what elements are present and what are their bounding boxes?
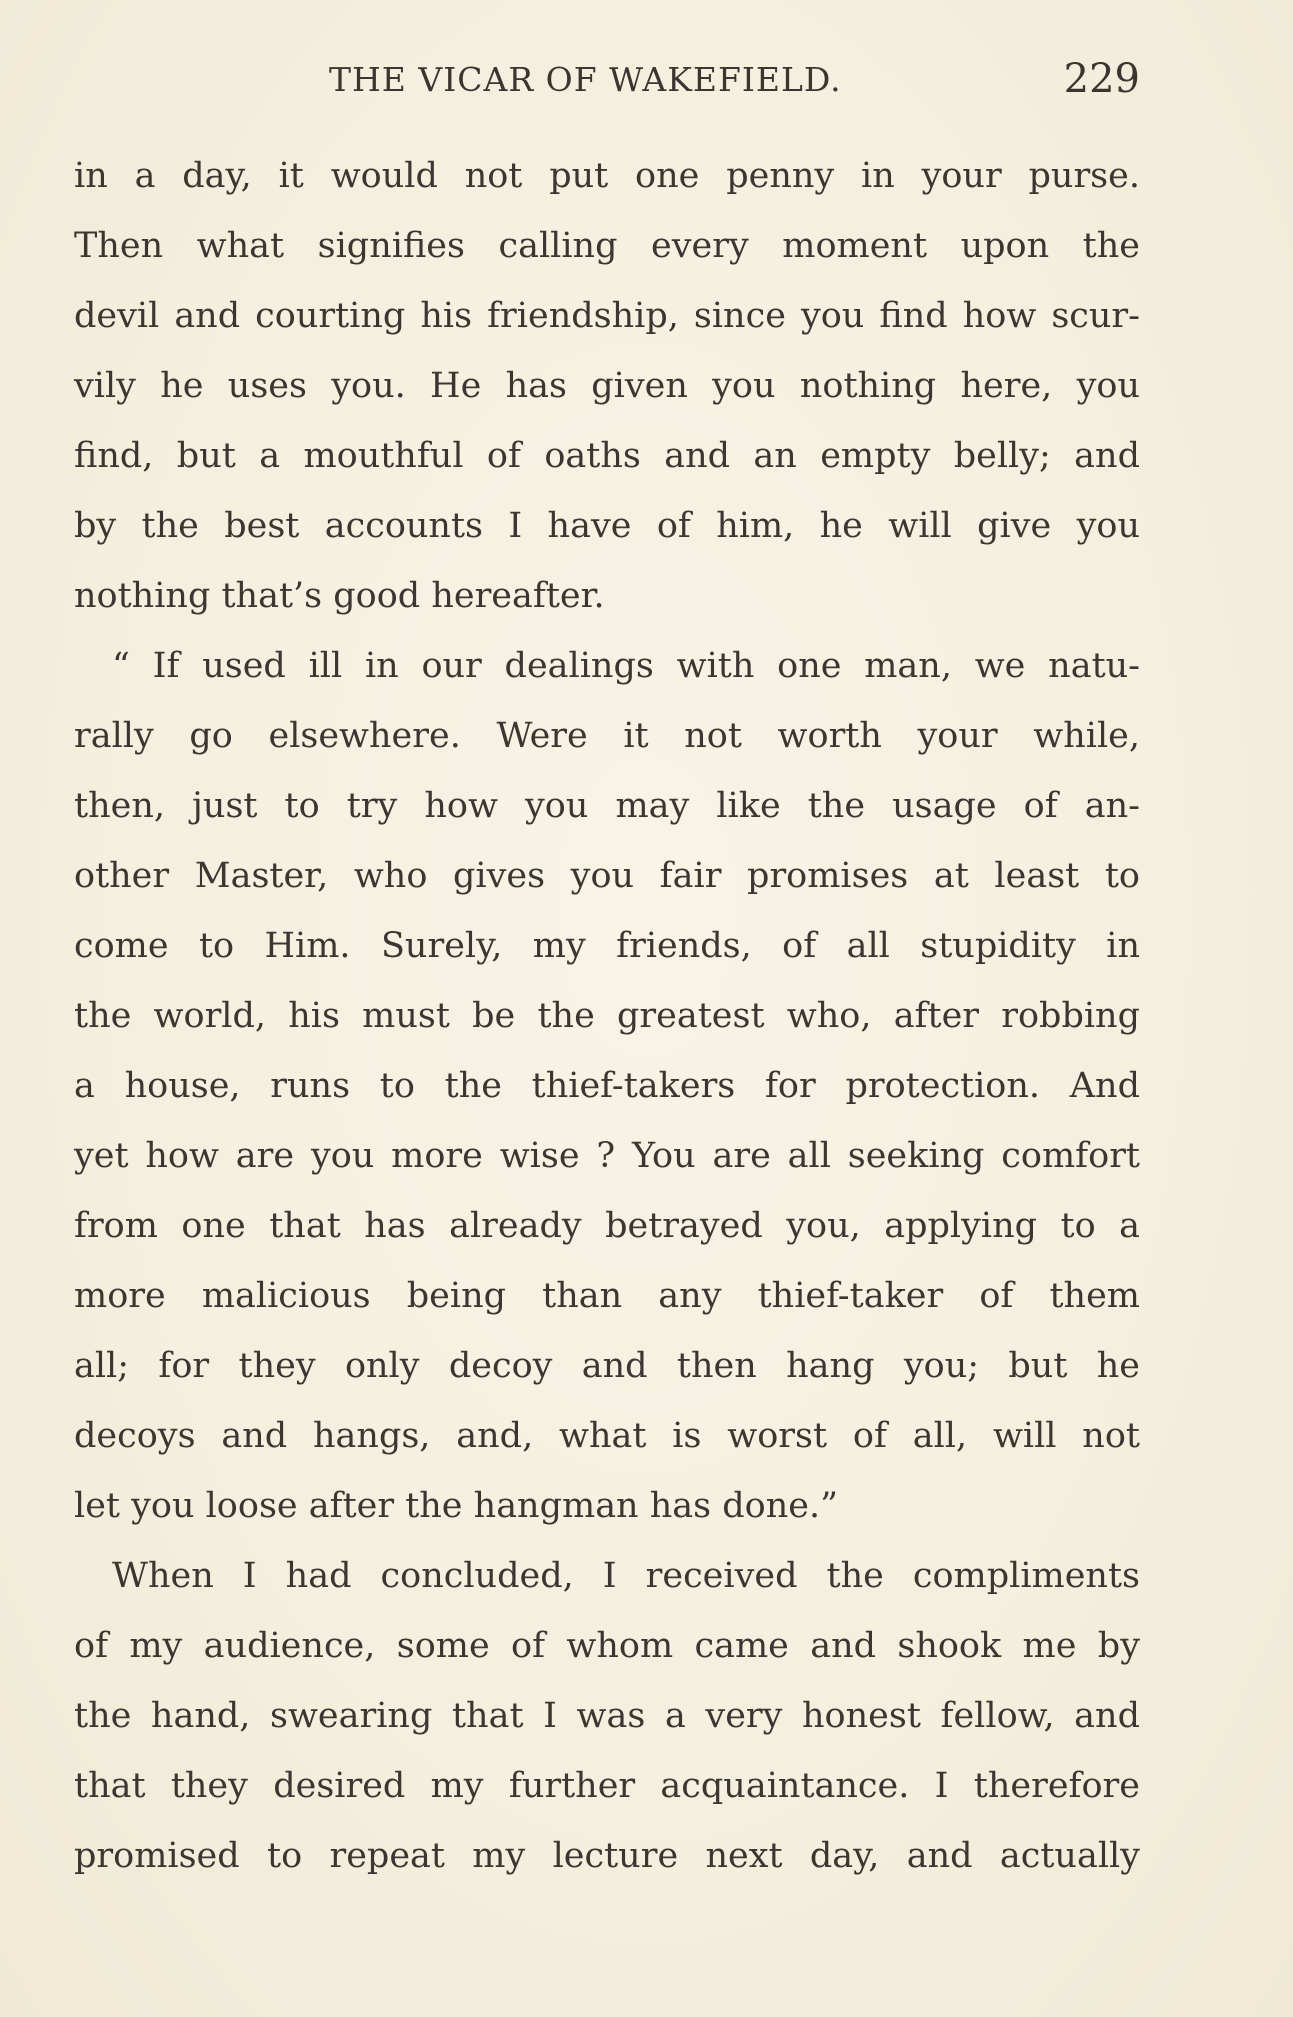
text-line: from one that has already betrayed you, applying to a <box>74 1206 1140 1246</box>
text-line: other Master, who gives you fair promises at least to <box>74 856 1140 896</box>
page-number: 229 <box>1063 56 1140 102</box>
text-line: by the best accounts I have of him, he will give you <box>74 506 1140 546</box>
text-line: the world, his must be the greatest who, after robbing <box>74 996 1140 1036</box>
text-line: promised to repeat my lecture next day, and actually <box>74 1836 1140 1876</box>
text-line: rally go elsewhere. Were it not worth your while, <box>74 716 1140 756</box>
text-line: the hand, swearing that I was a very honest fellow, and <box>74 1696 1140 1736</box>
body-text <box>74 141 1140 1891</box>
text-line: come to Him. Surely, my friends, of all stupidity in <box>74 926 1140 966</box>
text-line: Then what signifies calling every moment upon the <box>74 226 1140 266</box>
text-line: “ If used ill in our dealings with one man, we natu- <box>112 646 1140 686</box>
text-line: then, just to try how you may like the usage of an- <box>74 786 1140 826</box>
text-line: that they desired my further acquaintance. I therefore <box>74 1766 1140 1806</box>
text-line: When I had concluded, I received the compliments <box>112 1556 1140 1596</box>
text-line: all; for they only decoy and then hang you; but he <box>74 1346 1140 1386</box>
text-line: decoys and hangs, and, what is worst of all, will not <box>74 1416 1140 1456</box>
text-line: vily he uses you. He has given you nothing here, you <box>74 366 1140 406</box>
text-line: more malicious being than any thief-taker of them <box>74 1276 1140 1316</box>
page-header <box>74 56 1140 106</box>
text-line: yet how are you more wise ? You are all seeking comfort <box>74 1136 1140 1176</box>
text-line: in a day, it would not put one penny in your purse. <box>74 156 1140 196</box>
text-line: a house, runs to the thief-takers for protection. And <box>74 1066 1140 1106</box>
text-line: of my audience, some of whom came and shook me by <box>74 1626 1140 1666</box>
text-line: let you loose after the hangman has done.” <box>74 1486 838 1526</box>
text-line: nothing that’s good hereafter. <box>74 576 605 616</box>
running-title: THE VICAR OF WAKEFIELD. <box>329 60 842 99</box>
text-line: find, but a mouthful of oaths and an empty belly; and <box>74 436 1140 476</box>
text-line: devil and courting his friendship, since you find how scur- <box>74 296 1140 336</box>
